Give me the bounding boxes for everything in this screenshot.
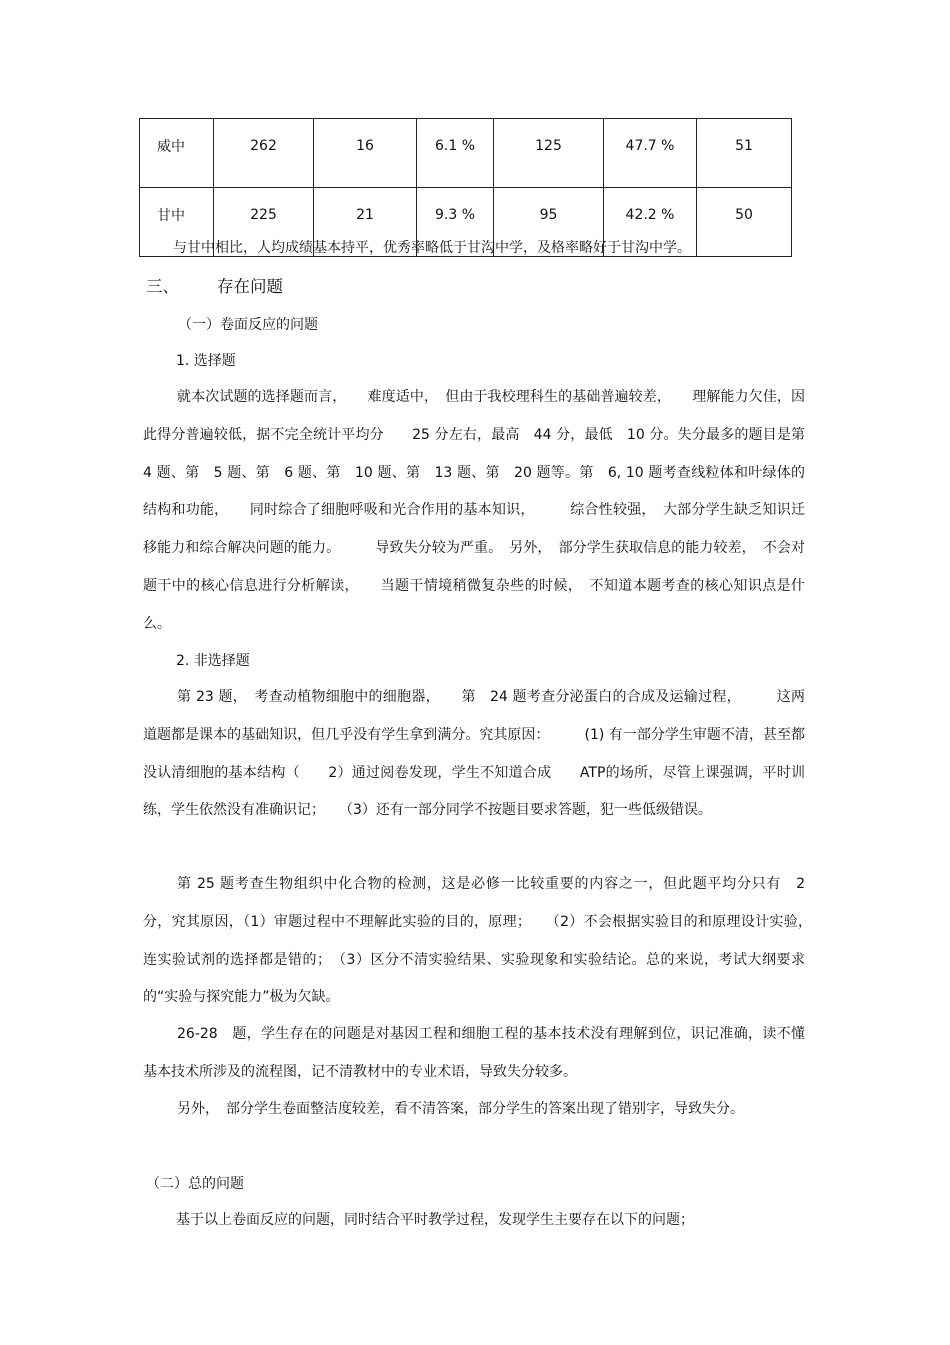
subsection-heading: （一）卷面反应的问题 xyxy=(178,317,318,333)
paragraph: 第 25 题考查生物组织中化合物的检测，这是必修一比较重要的内容之一，但此题平均分只有 2 分，究其原因，（1）审题过程中不理解此实验的目的，原理； （2）不会根据实验目的和原理设计实验， 连实验试剂的选择都是错的； （3）区分不清实验结果、实验现象和实验结论。总的来说，考试大纲要求的“实验与探究能力”极为欠缺。 xyxy=(143,876,833,1006)
table-cell: 47.7 % xyxy=(604,119,697,188)
section-number: 三、 xyxy=(146,277,179,296)
section-title: 存在问题 xyxy=(217,277,283,296)
section-heading xyxy=(146,277,283,297)
table-cell: 9.3 % xyxy=(417,188,494,257)
paragraph: 26-28 题，学生存在的问题是对基因工程和细胞工程的基本技术没有理解到位，识记准确，读不懂基本技术所涉及的流程图，记不清教材中的专业术语，导致失分较多。 xyxy=(143,1026,805,1080)
table-cell: 21 xyxy=(314,188,417,257)
table-cell: 125 xyxy=(494,119,604,188)
table-cell: 16 xyxy=(314,119,417,188)
table-cell: 甘中 xyxy=(140,188,214,257)
table-cell: 95 xyxy=(494,188,604,257)
table-cell: 威中 xyxy=(140,119,214,188)
table-cell: 225 xyxy=(214,188,314,257)
paragraph: 第 23 题， 考查动植物细胞中的细胞器， 第 24 题考查分泌蛋白的合成及运输过程， 这两道题都是课本的基础知识，但几乎没有学生拿到满分。究其原因： (1) 有一部分学生审题不清，甚至都没认清细胞的基本结构（ 2）通过阅卷发现，学生不知道合成 ATP的场所，尽管上课强调，平时训练，学生依然没有准确识记； （3）还有一部分同学不按题目要求答题，犯一些低级错误。 xyxy=(143,689,805,819)
subsection-heading: 1. 选择题 xyxy=(176,353,236,369)
paragraph: 基于以上卷面反应的问题，同时结合平时教学过程，发现学生主要存在以下的问题； xyxy=(176,1212,694,1228)
paragraph: 另外， 部分学生卷面整洁度较差，看不清答案，部分学生的答案出现了错别字，导致失分。 xyxy=(177,1101,744,1117)
score-table xyxy=(139,118,792,257)
subsection-heading: （二）总的问题 xyxy=(146,1176,244,1192)
table-cell: 262 xyxy=(214,119,314,188)
subsection-heading: 2. 非选择题 xyxy=(176,653,250,669)
paragraph: 就本次试题的选择题而言， 难度适中， 但由于我校理科生的基础普遍较差， 理解能力欠佳，因此得分普遍较低，据不完全统计平均分 25 分左右，最高 44 分，最低 10 分。失分最多的题目是第 4 题、第 5 题、第 6 题、第 10 题、第 13 题、第 20 题等。第 6, 10 题考查线粒体和叶绿体的结构和功能， 同时综合了细胞呼吸和光合作用的基本知识， 综合性较强， 大部分学生缺乏知识迁移能力和综合解决问题的能力。 导致失分较为严重。 另外， 部分学生获取信息的能力较差， 不会对题干中的核心信息进行分析解读， 当题干情境稍微复杂些的时候， 不知道本题考查的核心知识点是什么。 xyxy=(143,389,819,632)
table-cell: 51 xyxy=(697,119,792,188)
table-row xyxy=(140,119,792,188)
table-cell: 6.1 % xyxy=(417,119,494,188)
comparison-text: 与甘中相比，人均成绩基本持平，优秀率略低于甘沟中学，及格率略好于甘沟中学。 xyxy=(173,240,691,256)
table-cell: 50 xyxy=(697,188,792,257)
table-cell: 42.2 % xyxy=(604,188,697,257)
